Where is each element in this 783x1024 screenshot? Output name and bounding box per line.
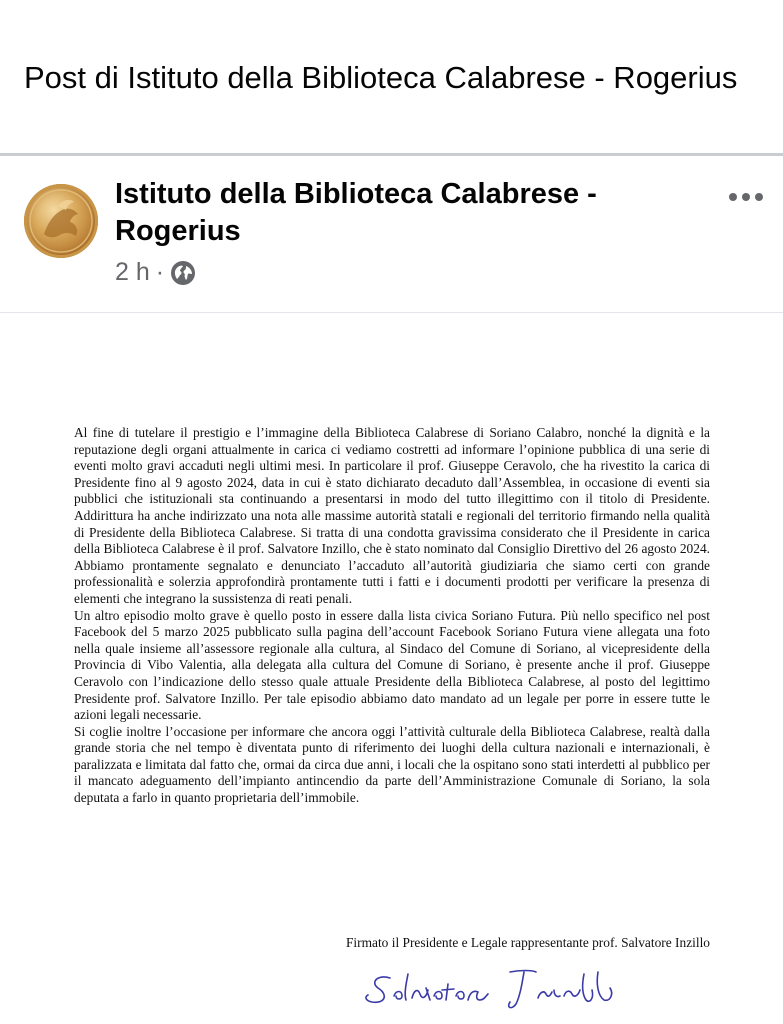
medal-relief-icon [24, 184, 98, 258]
letter-paragraph: Si coglie inoltre l’occasione per informare che ancora oggi l’attività culturale della Biblioteca Calabrese, realtà dalla grande storia che nel tempo è diventata punto di riferimento dei luoghi della cultura nazionali e internazionali, è paralizzata e limitata dal fatto che, ormai da circa due anni, i locali che la ospitano sono stati interdetti al pubblico per il mancato adeguamento dell’impianto antincendio da parte dell’Amministrazione Comunale di Soriano, la sola deputata a farlo in quanto proprietaria dell’immobile. [74, 723, 710, 806]
post-timestamp[interactable]: 2 h [115, 258, 150, 286]
letter-signoff: Firmato il Presidente e Legale rappresentante prof. Salvatore Inzillo [345, 935, 710, 950]
letter-paragraph: Un altro episodio molto grave è quello posto in essere dalla lista civica Soriano Futura. Più nello specifico nel post Facebook del 5 marzo 2025 pubblicato sulla pagina dell’account Facebook Soriano Futura viene allegata una foto nella quale insieme all’assessore regionale alla cultura, al Sindaco del Comune di Soriano, al vicepresidente della Provincia di Vibo Valentia, alla delegata alla cultura del Comune di Soriano, è presente anche il prof. Giuseppe Ceravolo con l’indicazione dello stesso quale attuale Presidente della Biblioteca Calabrese, al posto del legittimo Presidente prof. Salvatore Inzillo. Per tale episodio abbiamo dato mandato ad un legale per porre in essere tutte le azioni legali necessarie. [74, 607, 710, 723]
more-options-button[interactable] [724, 183, 768, 211]
post-author-name[interactable]: Istituto della Biblioteca Calabrese - Rogerius [115, 178, 597, 247]
more-dot-icon [729, 193, 737, 201]
letter-paragraph: Al fine di tutelare il prestigio e l’immagine della Biblioteca Calabrese di Soriano Calabro, nonché la dignità e la reputazione degli organi attualmente in carica ci vediamo costretti ad informare l’opinione pubblica di una serie di eventi molto gravi accaduti negli ultimi mesi. In particolare il prof. Giuseppe Ceravolo, che ha rivestito la carica di Presidente fino al 9 agosto 2024, data in cui è stato dichiarato decaduto dall’Assemblea, in occasione di eventi sia pubblici che istituzionali sta continuando a presentarsi in modo del tutto illegittimo con il titolo di Presidente. Addirittura ha anche indirizzato una nota alle massime autorità statali e regionali del territorio firmando nella qualità di Presidente della Biblioteca Calabrese. Si tratta di una condotta gravissima considerato che il Presidente in carica della Biblioteca Calabrese è il prof. Salvatore Inzillo, che è stato nominato dal Consiglio Direttivo del 26 agosto 2024. Abbiamo prontamente segnalato e denunciato l’accaduto all’autorità giudiziaria che siamo certi con grande professionalità e solerzia approfondirà prontamente tutti i fatti e i documenti prodotti per verificare la presenza di elementi che integrano la sussistenza di reati penali. [74, 425, 710, 606]
more-dot-icon [755, 193, 763, 201]
page-header [0, 0, 783, 156]
post-meta [115, 258, 196, 287]
more-dot-icon [742, 193, 750, 201]
globe-icon[interactable] [170, 260, 196, 286]
header-divider [0, 312, 783, 313]
handwritten-signature [360, 960, 640, 1015]
page-avatar[interactable] [24, 184, 98, 258]
meta-separator: · [155, 258, 165, 286]
page-title: Post di Istituto della Biblioteca Calabrese - Rogerius [24, 60, 738, 95]
letter-body [74, 425, 710, 807]
